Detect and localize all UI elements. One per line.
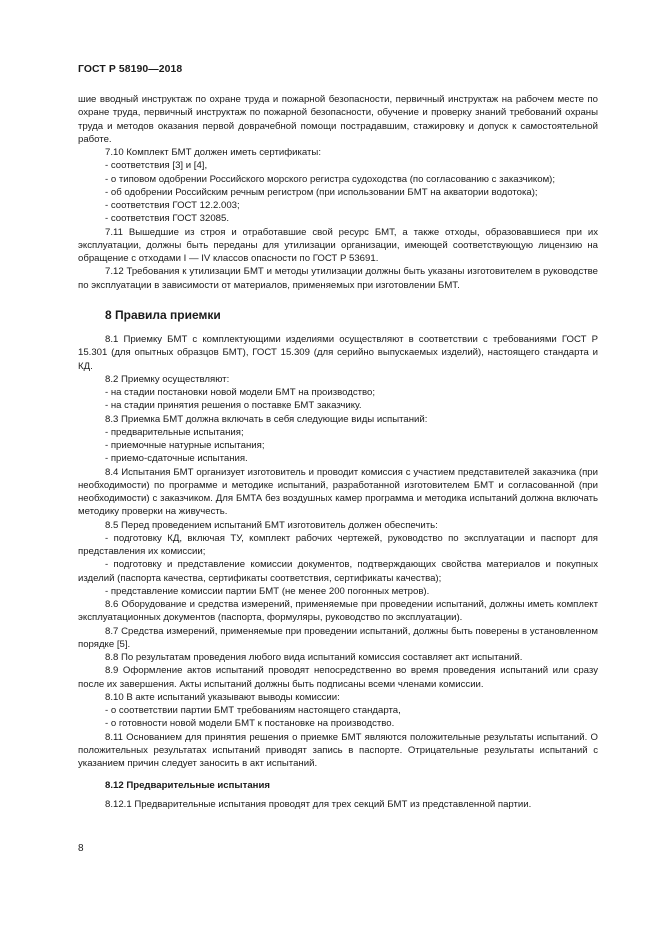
list-item: - о соответствии партии БМТ требованиям настоящего стандарта,	[105, 705, 401, 716]
list-item: - на стадии постановки новой модели БМТ на производство;	[105, 387, 376, 398]
paragraph-7-12: 7.12 Требования к утилизации БМТ и методы утилизации должны быть указаны изготовителем в руководстве по эксплуатации в зависимости от материалов, применяемых при изготовлении БМТ.	[78, 266, 598, 291]
paragraph-8-4: 8.4 Испытания БМТ организует изготовитель и проводит комиссия с участием представителей заказчика (при необходимости) по программе и методике испытаний, разработанной изготовителем БМТ и согласованной (при необходимости) с заказчиком. Для БМТА без воздушных камер программа и методика испытаний должна включать методику проверки на живучесть.	[78, 466, 598, 518]
paragraph-8-12-1: 8.12.1 Предварительные испытания проводят для трех секций БМТ из представленной партии.	[105, 798, 532, 810]
list-item: - приемочные натурные испытания;	[105, 440, 265, 451]
paragraph-8-7: 8.7 Средства измерений, применяемые при проведении испытаний, должны быть поверены в установленном порядке [5].	[78, 625, 598, 650]
paragraph-8-1: 8.1 Приемку БМТ с комплектующими изделиями осуществляют в соответствии с требованиями ГОСТ Р 15.301 (для опытных образцов БМТ), ГОСТ 15.309 (для серийно выпускаемых изделий), настоящего стандарта и КД.	[78, 334, 598, 372]
list-item: - о типовом одобрении Российского морского регистра судоходства (по согласованию с заказчиком);	[105, 173, 556, 185]
list-item: - соответствия [3] и [4],	[105, 160, 208, 172]
document-body	[78, 93, 598, 811]
list-item: - о готовности новой модели БМТ к постановке на производство.	[105, 718, 395, 730]
paragraph-8-9: 8.9 Оформление актов испытаний проводят непосредственно во время проведения испытаний или сразу после их завершения. Акты испытаний должны быть подписаны всеми членами комиссии.	[78, 665, 598, 690]
paragraph-8-8: 8.8 По результатам проведения любого вида испытаний комиссия составляет акт испытаний.	[105, 652, 523, 663]
section-heading-8: 8 Правила приемки	[105, 307, 221, 322]
paragraph-8-5: 8.5 Перед проведением испытаний БМТ изготовитель должен обеспечить:	[105, 519, 438, 531]
subsection-heading-8-12: 8.12 Предварительные испытания	[105, 780, 270, 792]
paragraph-7-11: 7.11 Вышедшие из строя и отработавшие свой ресурс БМТ, а также отходы, образовавшиеся при их эксплуатации, должны быть переданы для утилизации организации, имеющей соответствующую лицензию на обращение с отходами I — IV классов опасности по ГОСТ Р 53691.	[78, 226, 598, 264]
list-item: - подготовку КД, включая ТУ, комплект рабочих чертежей, руководство по эксплуатации и паспорт для представления их комиссии;	[78, 532, 598, 557]
list-item: - соответствия ГОСТ 32085.	[105, 213, 230, 225]
paragraph-8-2: 8.2 Приемку осуществляют:	[105, 373, 230, 385]
paragraph-8-10: 8.10 В акте испытаний указывают выводы комиссии:	[105, 691, 340, 703]
list-item: - соответствия ГОСТ 12.2.003;	[105, 200, 240, 211]
paragraph-8-11: 8.11 Основанием для принятия решения о приемке БМТ являются положительные результаты испытаний. О положительных результатах испытаний приводят запись в паспорте. Отрицательные результаты испытаний с указанием причин следует заносить в акт испытаний.	[78, 731, 598, 769]
list-item: - приемо-сдаточные испытания.	[105, 453, 248, 465]
document-header: ГОСТ Р 58190—2018	[78, 64, 183, 75]
list-item: - представление комиссии партии БМТ (не менее 200 погонных метров).	[105, 585, 430, 597]
paragraph-8-3: 8.3 Приемка БМТ должна включать в себя следующие виды испытаний:	[105, 413, 428, 425]
list-item: - об одобрении Российским речным регистром (при использовании БМТ на акватории водотока);	[105, 186, 538, 198]
paragraph-7-10: 7.10 Комплект БМТ должен иметь сертификаты:	[105, 147, 321, 158]
list-item: - предварительные испытания;	[105, 426, 244, 438]
list-item: - подготовку и представление комиссии документов, подтверждающих свойства материалов и покупных изделий (паспорта качества, сертификаты соответствия, сертификаты качества);	[78, 559, 598, 584]
list-item: - на стадии принятия решения о поставке БМТ заказчику.	[105, 400, 362, 412]
page-number: 8	[78, 843, 84, 854]
paragraph: шие вводный инструктаж по охране труда и пожарной безопасности, первичный инструктаж на рабочем месте по охране труда, первичный инструктаж по пожарной безопасности, обучение и проверку знаний требований охраны труда и методов оказания первой доврачебной помощи пострадавшим, стажировку и допуск к самостоятельной работе.	[78, 94, 598, 145]
paragraph-8-6: 8.6 Оборудование и средства измерений, применяемые при проведении испытаний, должны иметь комплект эксплуатационных документов (паспорта, формуляры, руководство по эксплуатации).	[78, 599, 598, 624]
